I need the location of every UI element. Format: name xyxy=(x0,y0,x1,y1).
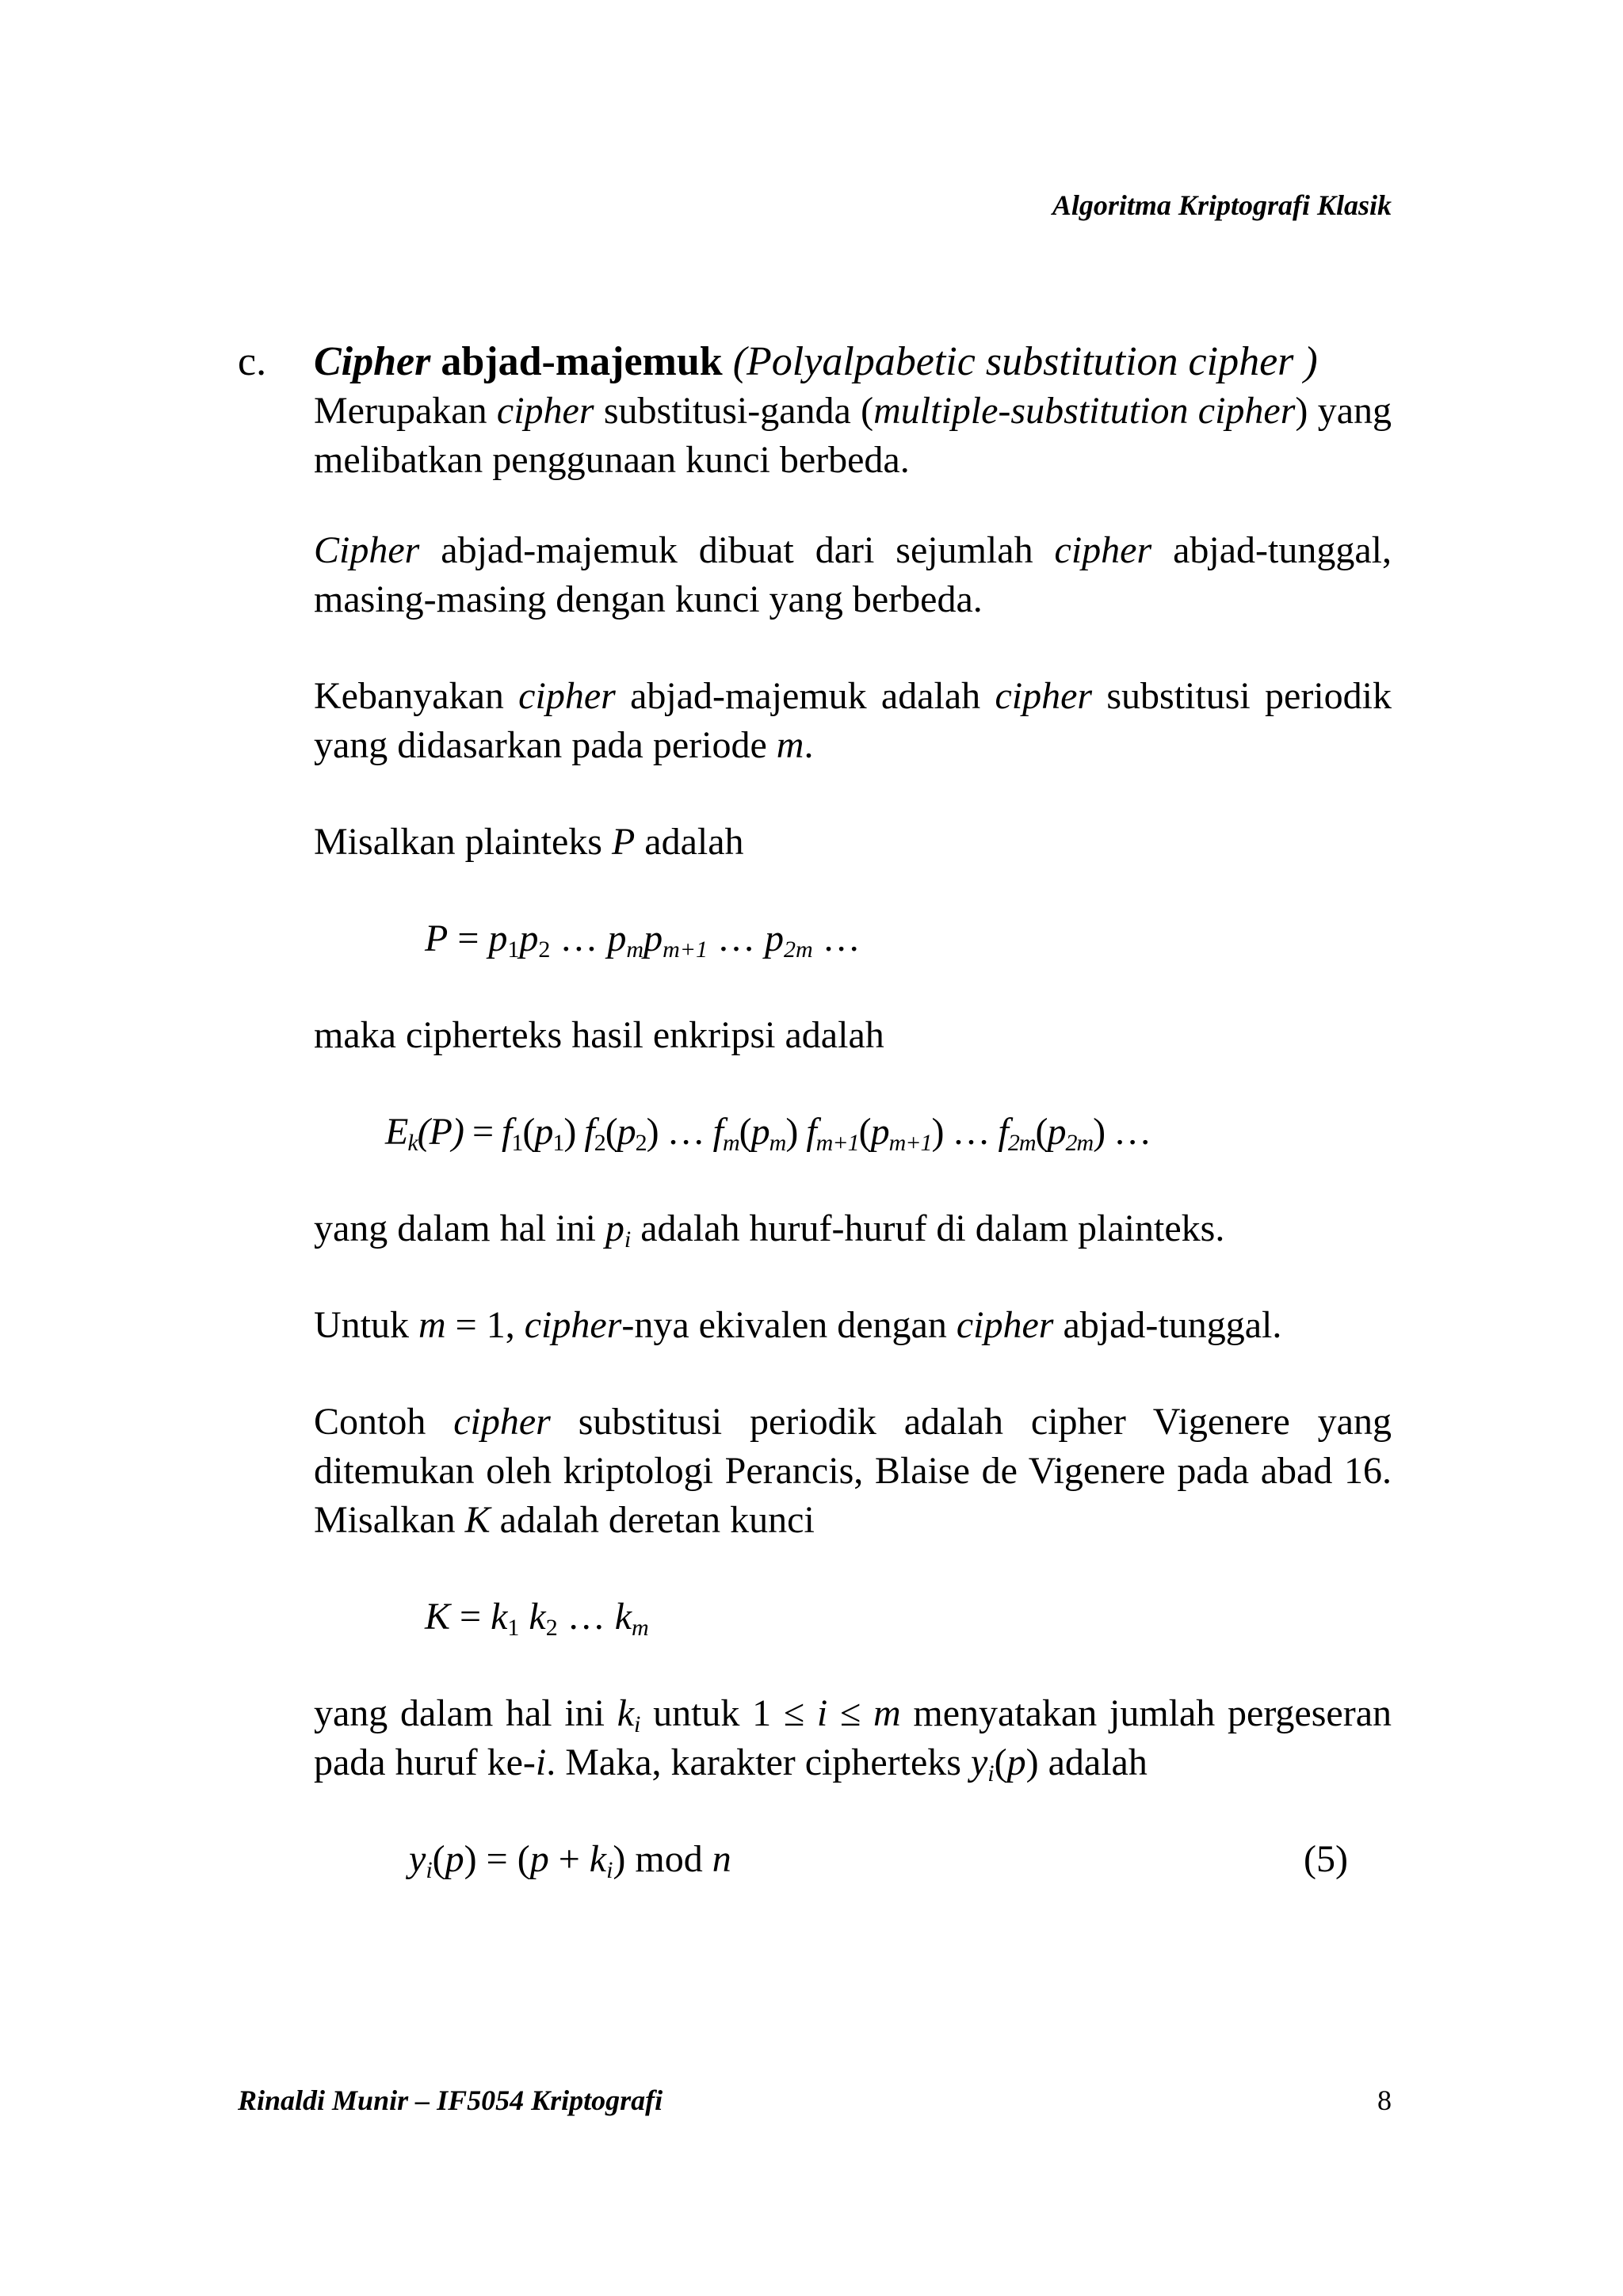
equation-number: (5) xyxy=(1304,1838,1348,1880)
page-number: 8 xyxy=(1377,2084,1392,2116)
equation-key: $K = k_1$ $k_2$ … $k_m$ xyxy=(425,1596,649,1641)
paragraph-vigenere: Contoh cipher substitusi periodik adalah cipher Vigenere yang ditemukan oleh kriptologi Perancis, Blaise de Vigenere pada abad 16. Misalkan K adalah deretan kunci xyxy=(314,1401,1392,1541)
paragraph-m-equals-one: Untuk m = 1, cipher-nya ekivalen dengan cipher abjad-tunggal. xyxy=(314,1304,1282,1346)
paragraph-ciphertext-intro: maka cipherteks hasil enkripsi adalah xyxy=(314,1014,884,1056)
list-item-c xyxy=(238,338,1392,1932)
equation-plaintext: $P = p_1p_2$ … $p_mp_{m+1}$ … $p_{2m}$ … xyxy=(425,917,861,963)
page-footer xyxy=(238,2084,1392,2117)
section-c xyxy=(238,338,1392,1932)
list-item-label: c. xyxy=(238,339,267,384)
paragraph-plaintext-intro: Misalkan plainteks P adalah xyxy=(314,821,744,863)
paragraph-ki-definition: yang dalam hal ini $k_i$ untuk 1 ≤ i ≤ m menyatakan jumlah pergeseran pada huruf ke-i. Maka, karakter cipherteks $y_i(p)$ adalah xyxy=(314,1692,1392,1787)
list-item-body xyxy=(314,338,1392,1932)
footer-author: Rinaldi Munir – IF5054 Kriptografi xyxy=(238,2084,663,2116)
running-header: Algoritma Kriptografi Klasik xyxy=(1052,189,1392,221)
paragraph-composition: Cipher abjad-majemuk dibuat dari sejumlah cipher abjad-tunggal, masing-masing dengan kunci yang berbeda. xyxy=(314,529,1392,620)
paragraph-pi-definition: yang dalam hal ini $p_i$ adalah huruf-huruf di dalam plainteks. xyxy=(314,1207,1225,1253)
section-title: Cipher abjad-majemuk (Polyalpabetic substitution cipher ) xyxy=(314,339,1318,384)
equation-encryption: $E_k(P) = f_1(p_1)$ $f_2(p_2)$ … $f_m(p_m)$ $f_{m+1}(p_{m+1})$ … $f_{2m}(p_{2m})$ … xyxy=(385,1111,1151,1156)
paragraph-definition: Merupakan cipher substitusi-ganda (multiple-substitution cipher) yang melibatkan penggunaan kunci berbeda. xyxy=(314,390,1392,481)
paragraph-periodic: Kebanyakan cipher abjad-majemuk adalah cipher substitusi periodik yang didasarkan pada periode m. xyxy=(314,675,1392,766)
equation-vigenere: $y_i(p) = (p + k_i)$ mod n (5) xyxy=(314,1835,1392,1884)
